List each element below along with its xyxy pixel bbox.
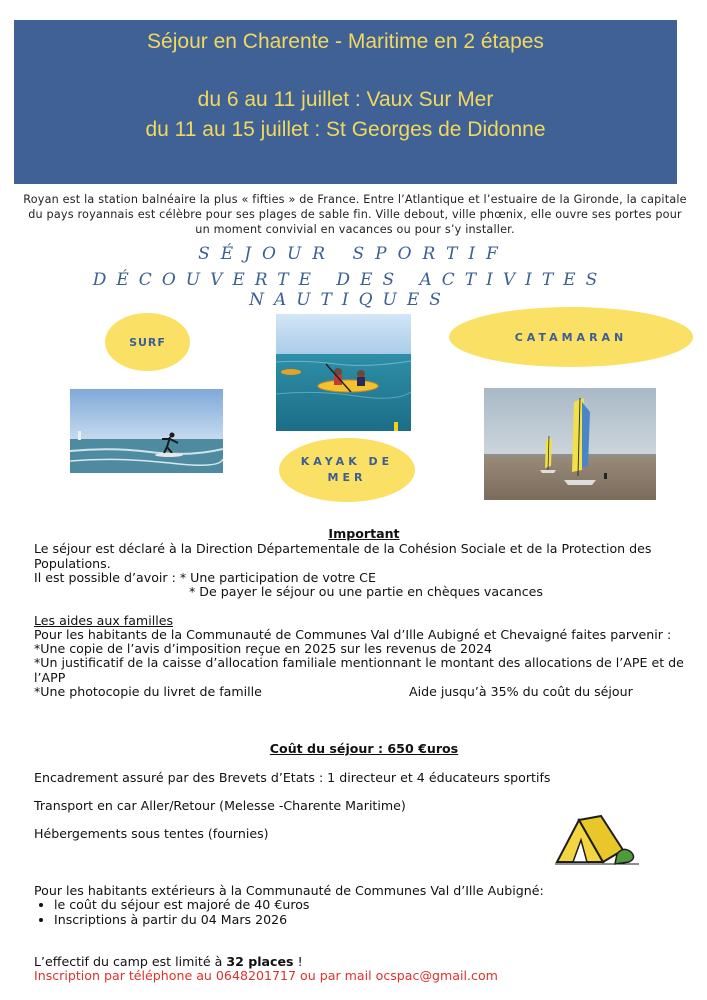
surf-text: SURF — [129, 335, 166, 349]
limit-value: 32 places — [226, 954, 294, 969]
kayak-text-line1: KAYAK DE — [300, 455, 394, 468]
kayak-text-line2: MER — [327, 471, 367, 484]
limit-prefix: L’effectif du camp est limité à — [34, 954, 227, 969]
aides-title: Les aides aux familles — [34, 613, 174, 628]
aides-item-2: *Un justificatif de la caisse d’allocation familiale mentionnant le montant des allocations de l’APE et de l’APP — [34, 655, 684, 685]
surf-photo — [70, 389, 223, 473]
surf-label — [105, 313, 190, 371]
cost-transport: Transport en car Aller/Retour (Melesse -Charente Maritime) — [34, 798, 406, 813]
kayak-photo — [276, 314, 411, 431]
important-possible: Il est possible d’avoir : * Une participation de votre CE — [34, 570, 376, 585]
catamaran-label — [449, 307, 693, 367]
aides-item-3: *Une photocopie du livret de famille — [34, 684, 262, 699]
headline-sejour-sportif: SÉJOUR SPORTIF — [198, 244, 509, 264]
banner-title: Séjour en Charente - Maritime en 2 étapes — [147, 30, 544, 53]
headline-activites-nautiques: DÉCOUVERTE DES ACTIVITES NAUTIQUES — [92, 270, 608, 310]
important-pay: * De payer le séjour ou une partie en chèques vacances — [189, 584, 543, 599]
contact-line: Inscription par téléphone au 0648201717 ou par mail ocspac@gmail.com — [34, 968, 498, 983]
banner-stage-2: du 11 au 15 juillet : St Georges de Didonne — [145, 118, 546, 141]
limit-suffix: ! — [293, 954, 303, 969]
exterior-item-surcharge: • le coût du séjour est majoré de 40 €uros — [54, 897, 694, 912]
cost-title: Coût du séjour : 650 €uros — [269, 741, 459, 756]
banner-stage-1: du 6 au 11 juillet : Vaux Sur Mer — [197, 88, 494, 111]
aides-intro: Pour les habitants de la Communauté de Communes Val d’Ille Aubigné et Chevaigné faites parvenir : — [34, 627, 672, 642]
catamaran-text: CATAMARAN — [514, 330, 628, 344]
intro-paragraph: Royan est la station balnéaire la plus « fifties » de France. Entre l’Atlantique et l’estuaire de la Gironde, la capitale du pays royannais est célèbre pour ses plages de sable fin. Ville debout, ville phœnix, elle ouvre ses portes pour un moment convivial en vacances ou pour s’y installer. — [23, 193, 687, 236]
cost-hebergement: Hébergements sous tentes (fournies) — [34, 826, 269, 841]
important-declared: Le séjour est déclaré à la Direction Départementale de la Cohésion Sociale et de la Protection des Populations. — [34, 541, 652, 571]
kayak-label — [279, 438, 415, 502]
tent-icon — [553, 810, 643, 872]
exterior-item-inscriptions: • Inscriptions à partir du 04 Mars 2026 — [54, 912, 694, 927]
catamaran-photo — [484, 388, 656, 500]
cost-encadrement: Encadrement assuré par des Brevets d’Etats : 1 directeur et 4 éducateurs sportifs — [34, 770, 551, 785]
limit-line — [34, 954, 694, 969]
exterior-intro: Pour les habitants extérieurs à la Communauté de Communes Val d’Ille Aubigné: — [34, 883, 544, 898]
aides-max: Aide jusqu’à 35% du coût du séjour — [409, 684, 633, 699]
header-banner — [14, 20, 677, 184]
aides-item-1: *Une copie de l’avis d’imposition reçue en 2025 sur les revenus de 2024 — [34, 641, 493, 656]
exterior-list — [34, 897, 694, 927]
important-title: Important — [328, 526, 400, 541]
